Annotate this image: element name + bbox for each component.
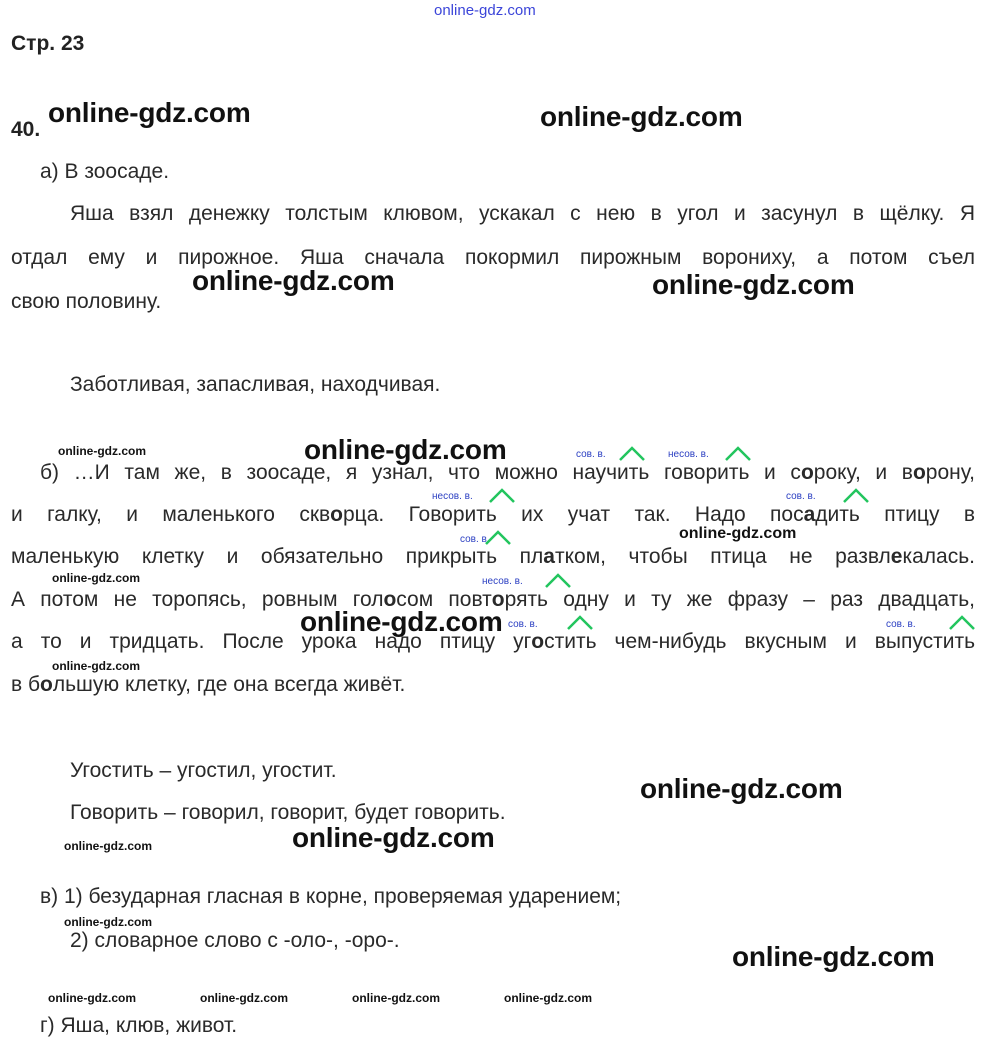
watermark: online-gdz.com <box>300 606 503 637</box>
watermark: online-gdz.com <box>640 773 843 804</box>
aspect-label-imperfective: несов. в. <box>668 449 709 460</box>
stressed-vowel: е <box>890 545 903 568</box>
part-v-line: в) 1) безударная гласная в корне, проверяемая ударением; <box>40 885 622 908</box>
watermark: online-gdz.com <box>540 101 743 132</box>
watermark: online-gdz.com <box>48 97 251 128</box>
adjectives-line: Заботливая, запасливая, находчивая. <box>70 373 441 396</box>
verb-forms-line: Угостить – угостил, угостит. <box>70 759 337 782</box>
part-a-line: Яша взял денежку толстым клювом, ускакал с нею в угол и засунул в щёлку. Я <box>70 202 975 225</box>
watermark-small: online-gdz.com <box>64 839 152 853</box>
suffix-caret-icon <box>544 573 572 589</box>
stressed-vowel: о <box>531 630 545 653</box>
aspect-label-perfective: сов. в. <box>460 534 490 545</box>
part-b-line: а то и тридцать. После урока надо птицу угостить чем-нибудь вкусным и выпустить <box>11 630 976 653</box>
aspect-label-perfective: сов. в. <box>576 449 606 460</box>
suffix-caret-icon <box>566 615 594 631</box>
part-a-line: отдал ему и пирожное. Яша сначала покормил пирожным ворониху, а потом съел <box>11 246 975 269</box>
suffix-caret-icon <box>484 530 512 546</box>
watermark: online-gdz.com <box>652 269 855 300</box>
watermark-top: online-gdz.com <box>434 2 536 19</box>
watermark-small: online-gdz.com <box>64 915 152 929</box>
part-g-line: г) Яша, клюв, живот. <box>40 1014 238 1037</box>
watermark-small: online-gdz.com <box>48 991 136 1005</box>
aspect-label-perfective: сов. в. <box>786 491 816 502</box>
suffix-caret-icon <box>948 615 976 631</box>
part-b-line: маленькую клетку и обязательно прикрыть платком, чтобы птица не развлекалась. <box>11 545 975 568</box>
stressed-vowel: о <box>383 588 397 611</box>
suffix-caret-icon <box>488 488 516 504</box>
watermark: online-gdz.com <box>732 941 935 972</box>
part-a-line: свою половину. <box>11 290 162 313</box>
suffix-caret-icon <box>618 446 646 462</box>
stressed-vowel: о <box>912 461 926 484</box>
watermark-small: online-gdz.com <box>679 525 797 542</box>
suffix-caret-icon <box>842 488 870 504</box>
stressed-vowel: о <box>40 673 53 696</box>
part-b-line: б) …И там же, в зоосаде, я узнал, что можно научить говорить и сороку, и ворону, <box>40 461 975 484</box>
stressed-vowel: а <box>803 503 816 526</box>
stressed-vowel: а <box>543 545 555 568</box>
stressed-vowel: о <box>800 461 814 484</box>
aspect-label-imperfective: несов. в. <box>482 576 523 587</box>
suffix-caret-icon <box>724 446 752 462</box>
watermark-small: online-gdz.com <box>52 659 140 673</box>
part-a-marker: а) В зоосаде. <box>40 160 170 183</box>
aspect-label-imperfective: несов. в. <box>432 491 473 502</box>
watermark: online-gdz.com <box>292 822 495 853</box>
watermark: online-gdz.com <box>192 265 395 296</box>
aspect-label-perfective: сов. в. <box>886 619 916 630</box>
watermark-small: online-gdz.com <box>200 991 288 1005</box>
page-reference: Стр. 23 <box>11 32 85 55</box>
watermark-small: online-gdz.com <box>352 991 440 1005</box>
watermark-small: online-gdz.com <box>58 444 146 458</box>
part-b-line: А потом не торопясь, ровным голосом повторять одну и ту же фразу – раз двадцать, <box>11 588 975 611</box>
aspect-label-perfective: сов. в. <box>508 619 538 630</box>
watermark-small: online-gdz.com <box>504 991 592 1005</box>
watermark: online-gdz.com <box>304 434 507 465</box>
exercise-number: 40. <box>11 118 41 141</box>
part-b-line: и галку, и маленького скворца. Говорить их учат так. Надо посадить птицу в <box>11 503 975 526</box>
stressed-vowel: о <box>330 503 343 526</box>
part-v-line: 2) словарное слово с -оло-, -оро-. <box>70 929 400 952</box>
watermark-small: online-gdz.com <box>52 571 140 585</box>
verb-forms-line: Говорить – говорил, говорит, будет говорить. <box>70 801 506 824</box>
part-b-line: в большую клетку, где она всегда живёт. <box>11 673 406 696</box>
stressed-vowel: о <box>491 588 505 611</box>
